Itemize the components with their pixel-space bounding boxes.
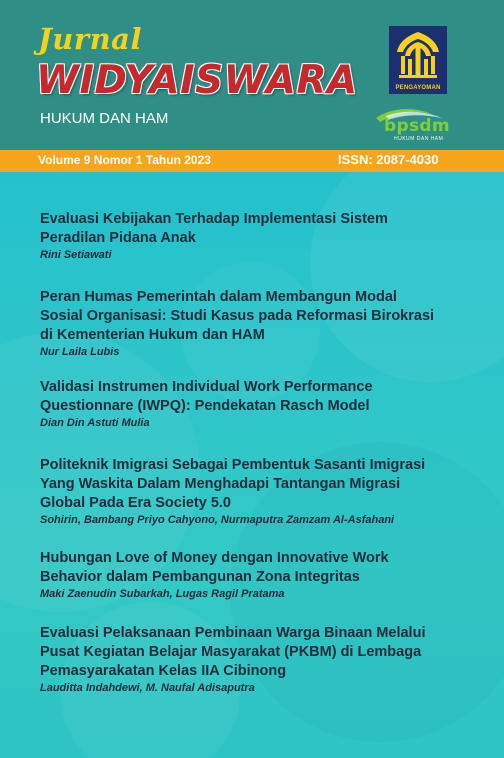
cover-body bbox=[0, 172, 504, 758]
article-title bbox=[40, 456, 480, 513]
article-title bbox=[40, 378, 480, 416]
article-title-line: Yang Waskita Dalam Menghadapi Tantangan Migrasi bbox=[40, 476, 401, 492]
article-authors: Sohirin, Bambang Priyo Cahyono, Nurmaputra Zamzam Al-Asfahani bbox=[40, 514, 395, 526]
bpsdm-wordmark: bpsdm bbox=[384, 116, 450, 136]
article-5 bbox=[40, 549, 480, 601]
article-title-line: Validasi Instrumen Individual Work Performance bbox=[40, 379, 373, 395]
volume-band bbox=[0, 150, 504, 172]
article-2 bbox=[40, 288, 480, 359]
article-title-line: Questionnare (IWPQ): Pendekatan Rasch Model bbox=[40, 398, 370, 414]
article-3 bbox=[40, 378, 480, 430]
volume-info: Volume 9 Nomor 1 Tahun 2023 bbox=[38, 153, 211, 167]
article-title-line: Pusat Kegiatan Belajar Masyarakat (PKBM) di Lembaga bbox=[40, 644, 422, 660]
article-4 bbox=[40, 456, 480, 527]
article-title-line: Pemasyarakatan Kelas IIA Cibinong bbox=[40, 663, 287, 679]
article-title-line: Sosial Organisasi: Studi Kasus pada Reformasi Birokrasi bbox=[40, 308, 435, 324]
article-authors: Nur Laila Lubis bbox=[40, 346, 120, 358]
pengayoman-emblem-icon bbox=[389, 26, 447, 84]
cover-header bbox=[0, 0, 504, 150]
journal-script-title: Jurnal bbox=[38, 22, 142, 56]
article-authors: Maki Zaenudin Subarkah, Lugas Ragil Pratama bbox=[40, 588, 285, 600]
article-authors: Rini Setiawati bbox=[40, 249, 112, 261]
bpsdm-logo bbox=[372, 108, 458, 144]
article-title bbox=[40, 210, 480, 248]
article-title-line: Peran Humas Pemerintah dalam Membangun Modal bbox=[40, 289, 397, 305]
logo-caption: PENGAYOMAN bbox=[395, 85, 441, 91]
article-authors: Lauditta Indahdewi, M. Naufal Adisaputra bbox=[40, 682, 255, 694]
article-title bbox=[40, 288, 480, 345]
article-title-line: Global Pada Era Society 5.0 bbox=[40, 495, 231, 511]
ministry-logo bbox=[389, 26, 447, 94]
article-title-line: Hubungan Love of Money dengan Innovative Work bbox=[40, 550, 389, 566]
article-title-line: Evaluasi Kebijakan Terhadap Implementasi Sistem bbox=[40, 211, 388, 227]
article-title-line: di Kementerian Hukum dan HAM bbox=[40, 327, 265, 343]
article-title-line: Behavior dalam Pembangunan Zona Integritas bbox=[40, 569, 360, 585]
article-title-line: Peradilan Pidana Anak bbox=[40, 230, 196, 246]
journal-subtitle: HUKUM DAN HAM bbox=[40, 110, 169, 127]
article-6 bbox=[40, 624, 480, 695]
article-title-line: Evaluasi Pelaksanaan Pembinaan Warga Binaan Melalui bbox=[40, 625, 426, 641]
article-authors: Dian Din Astuti Mulia bbox=[40, 417, 150, 429]
article-title bbox=[40, 549, 480, 587]
article-title bbox=[40, 624, 480, 681]
issn: ISSN: 2087-4030 bbox=[338, 152, 439, 167]
article-1 bbox=[40, 210, 480, 262]
bpsdm-subtext: HUKUM DAN HAM bbox=[394, 136, 444, 142]
article-title-line: Politeknik Imigrasi Sebagai Pembentuk Sasanti Imigrasi bbox=[40, 457, 426, 473]
journal-name: WIDYAISWARA bbox=[36, 58, 358, 103]
